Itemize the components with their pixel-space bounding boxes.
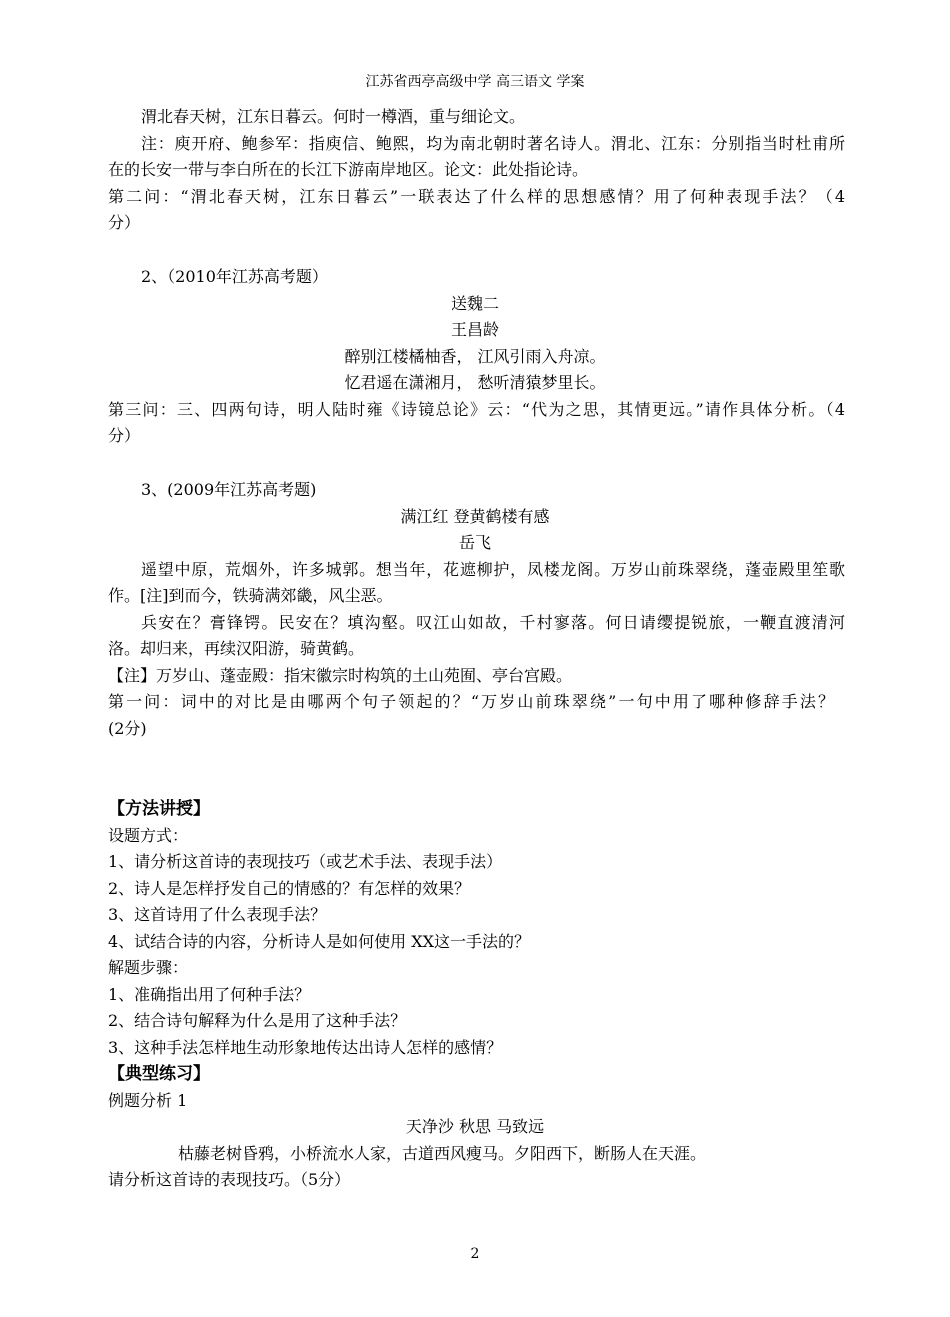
ask-label: 设题方式： [108,826,189,845]
section-heading-method: 【方法讲授】 [108,799,210,819]
question-text: (2分) [108,719,147,738]
page-header: 江苏省西亭高级中学 高三语文 学案 [365,74,585,90]
page-number: 2 [470,1246,480,1262]
poem-line: 渭北春天树，江东日暮云。何时一樽酒，重与细论文。 [141,107,526,126]
poem-title: 送魏二 [450,294,499,313]
poem-paragraph: 遥望中原，荒烟外，许多城郭。想当年，花遮柳护，凤楼龙阁。万岁山前珠翠绕，蓬壶殿里笙歌 [141,560,845,579]
step-item: 3、这种手法怎样地生动形象地传达出诗人怎样的感情？ [108,1038,503,1057]
note-line: 在的长安一带与李白所在的长江下游南岸地区。论文：此处指论诗。 [108,160,589,179]
question-text: 请分析这首诗的表现技巧。（5分） [108,1170,351,1189]
step-item: 2、结合诗句解释为什么是用了这种手法？ [108,1011,407,1030]
ask-item: 4、试结合诗的内容，分析诗人是如何使用 XX这一手法的？ [108,932,531,951]
poem-verse: 忆君遥在潇湘月， 愁听清猿梦里长。 [344,373,606,392]
steps-label: 解题步骤： [108,958,189,977]
ask-item: 2、诗人是怎样抒发自己的情感的？有怎样的效果？ [108,879,471,898]
poem-line: 枯藤老树昏鸦，小桥流水人家，古道西风瘦马。夕阳西下，断肠人在天涯。 [178,1144,707,1163]
example-label: 例题分析 1 [108,1091,188,1110]
question-text: 分） [108,213,141,232]
note-line: 注：庾开府、鲍参军：指庾信、鲍熙，均为南北朝时著名诗人。渭北、江东：分别指当时杜甫所 [141,134,845,153]
question-heading: 3、(2009年江苏高考题) [141,480,317,499]
step-item: 1、准确指出用了何种手法？ [108,985,311,1004]
question-text: 第一问：词中的对比是由哪两个句子领起的？“万岁山前珠翠绕”一句中用了哪种修辞手法？ [108,692,834,711]
poem-title: 满江红 登黄鹤楼有感 [400,507,550,526]
poem-paragraph: 作。[注]到而今，铁骑满郊畿，风尘恶。 [108,586,393,605]
ask-item: 3、这首诗用了什么表现手法？ [108,905,327,924]
question-heading: 2、（2010年江苏高考题） [141,267,328,286]
poem-author: 岳飞 [458,533,491,552]
poem-title: 天净沙 秋思 马致远 [405,1117,545,1136]
note-line: 【注】万岁山、蓬壶殿：指宋徽宗时构筑的土山苑囿、亭台宫殿。 [108,666,573,685]
question-text: 第三问：三、四两句诗，明人陆时雍《诗镜总论》云：“代为之思，其情更远。”请作具体分析。（4 [108,400,845,419]
ask-item: 1、请分析这首诗的表现技巧（或艺术手法、表现手法） [108,852,503,871]
poem-verse: 醉别江楼橘柚香， 江风引雨入舟凉。 [344,347,606,366]
question-text: 第二问：“渭北春天树，江东日暮云”一联表达了什么样的思想感情？用了何种表现手法？（4 [108,187,845,206]
question-text: 分） [108,426,141,445]
poem-paragraph: 洛。却归来，再续汉阳游，骑黄鹤。 [108,639,365,658]
poem-author: 王昌龄 [450,320,499,339]
section-heading-practice: 【典型练习】 [108,1064,210,1084]
poem-paragraph: 兵安在？膏锋锷。民安在？填沟壑。叹江山如故，千村寥落。何日请缨提锐旅，一鞭直渡清河 [141,613,845,632]
